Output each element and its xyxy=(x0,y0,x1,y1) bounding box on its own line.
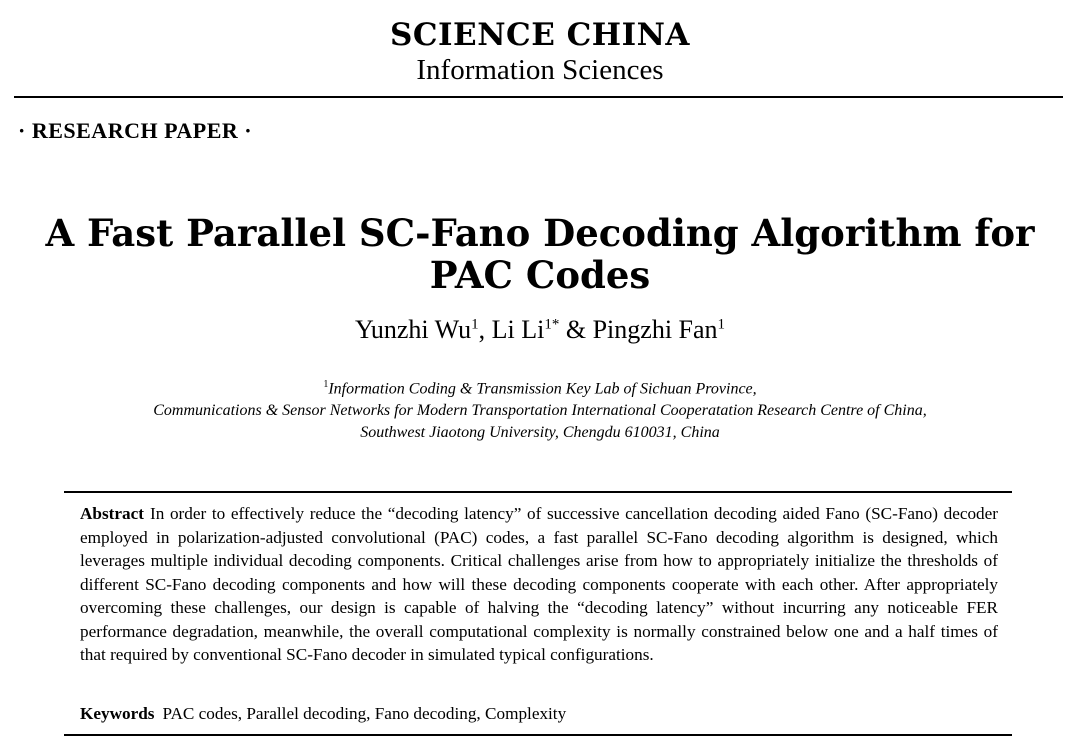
affiliation-line-2: Communications & Sensor Networks for Modern Transportation International Cooperatation Research Centre of China, xyxy=(153,402,927,420)
keywords xyxy=(80,702,998,725)
author-separator: & xyxy=(559,315,593,344)
abstract-top-rule xyxy=(64,491,1012,493)
author-affil-mark: 1 xyxy=(471,316,479,333)
keywords-label: Keywords xyxy=(80,704,155,723)
journal-name: SCIENCE CHINA xyxy=(390,17,690,53)
author-separator: , xyxy=(478,315,492,344)
abstract xyxy=(80,502,998,667)
affiliation-line-1: $^1$Information Coding & Transmission Key Lab of Sichuan Province, xyxy=(323,379,757,398)
author-affil-mark: 1 xyxy=(717,316,726,333)
abstract-bottom-rule xyxy=(64,734,1012,736)
keywords-text: PAC codes, Parallel decoding, Fano decoding, Complexity xyxy=(162,704,567,723)
author-affil-mark: 1* xyxy=(544,316,560,333)
author-list xyxy=(0,315,1080,345)
journal-subtitle: Information Sciences xyxy=(416,54,664,86)
affiliation-line-3: Southwest Jiaotong University, Chengdu 610031, China xyxy=(360,424,720,442)
author-name: Yunzhi Wu xyxy=(354,315,472,344)
abstract-label: Abstract xyxy=(80,504,144,523)
header-rule xyxy=(14,96,1063,98)
author-name: Pingzhi Fan xyxy=(592,315,718,344)
journal-header xyxy=(0,18,1080,88)
affiliation xyxy=(0,374,1080,444)
abstract-text: In order to effectively reduce the “decoding latency” of successive cancellation decoding aided Fano (SC-Fano) decoder employed in polarization-adjusted convolutional (PAC) codes, a fast parallel SC-Fano decoding algorithm is designed, which leverages multiple individual decoding components. Critical challenges arise from how to appropriately initialize the thresholds of different SC-Fano decoding components and how will these decoding components cooperate with each other. After appropriately overcoming these challenges, our design is capable of halving the “decoding latency” without incurring any noticeable FER performance degradation, meanwhile, the overall computational complexity is normally constrained below one and a half times of that required by conventional SC-Fano decoder in simulated typical configurations. xyxy=(80,504,998,664)
section-type: · RESEARCH PAPER · xyxy=(18,118,253,143)
author-name: Li Li xyxy=(491,315,545,344)
affiliation-mark: 1 xyxy=(323,379,329,390)
paper-title: A Fast Parallel SC-Fano Decoding Algorithm for PAC Codes xyxy=(45,211,1035,297)
